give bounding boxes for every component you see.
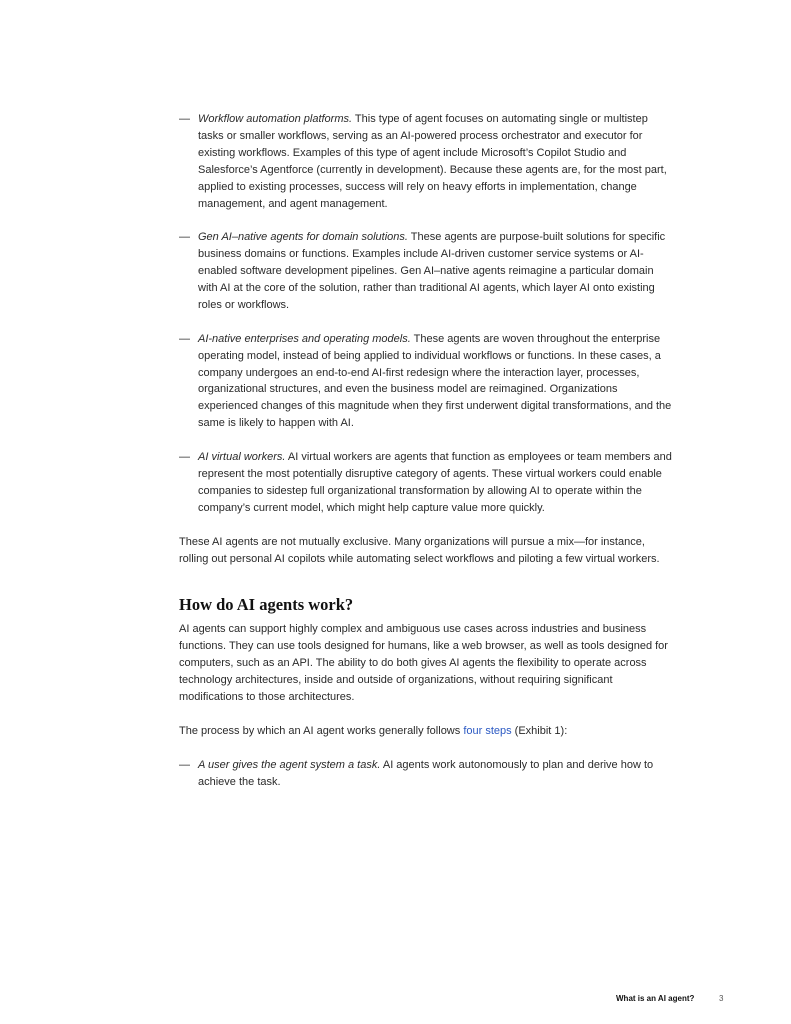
bullet-step-1 (179, 757, 674, 791)
bullet-title: Gen AI–native agents for domain solutions. (198, 231, 408, 244)
bullet-text: This type of agent focuses on automating single or multistep tasks or smaller workflows, serving as an AI-powered process orchestrator and executor for existing workflows. Examples of this type of agent include Microsoft’s Copilot Studio and Salesforce’s Agentforce (currently in development). Because these agents are, for the most part, applied to existing processes, success will rely on heavy efforts in implementation, change management, and agent management. (198, 113, 667, 210)
bullet-title: A user gives the agent system a task. (198, 758, 381, 771)
section-paragraph-1: AI agents can support highly complex and ambiguous use cases across industries and business functions. They can use tools designed for humans, like a web browser, as well as tools designed for computers, such as an API. The ability to do both gives AI agents the flexibility to operate across technology architectures, inside and outside of organizations, without requiring significant modifications to those architectures. (179, 623, 668, 704)
section-heading: How do AI agents work? (179, 595, 354, 615)
bullet-text: These agents are purpose-built solutions for specific business domains or functions. Examples include AI-driven customer service systems or AI-enabled software development pipelines. Gen AI–native agents reimagine a particular domain with AI at the core of the solution, rather than traditional AI agents, which layer AI onto existing roles or workflows. (198, 231, 666, 311)
para2-text-after: (Exhibit 1): (511, 724, 568, 737)
dash: — (179, 451, 190, 464)
footer-title: What is an AI agent? (616, 994, 695, 1003)
four-steps-link[interactable]: four steps (463, 724, 512, 737)
bullet-title: AI virtual workers. (198, 451, 286, 464)
dash: — (179, 231, 190, 244)
bullet-text: AI virtual workers are agents that function as employees or team members and represent the most potentially disruptive category of agents. These virtual workers could enable companies to sidestep full organizational transformation by allowing AI to operate within the company’s current model, which might help capture value more quickly. (198, 451, 672, 514)
bullet-title: AI-native enterprises and operating models. (198, 332, 411, 345)
summary-paragraph: These AI agents are not mutually exclusive. Many organizations will pursue a mix—for instance, rolling out personal AI copilots while automating select workflows and piloting a few virtual workers. (179, 535, 660, 565)
dash: — (179, 113, 190, 125)
bullet-title: Workflow automation platforms. (198, 113, 353, 125)
bullet-ai-virtual-workers (179, 449, 674, 517)
para2-text-before: The process by which an AI agent works generally follows (179, 724, 464, 737)
page-content (179, 111, 674, 790)
bullet-ai-native-enterprises (179, 331, 674, 432)
bullet-gen-ai-native (179, 229, 674, 314)
bullet-text: AI agents work autonomously to plan and derive how to achieve the task. (198, 758, 654, 788)
bullet-text: These agents are woven throughout the enterprise operating model, instead of being applied to individual workflows or functions. In these cases, a company undergoes an end-to-end AI-first redesign where the interaction layer, processes, organizational structures, and even the business model are reimagined. Organizations experienced changes of this magnitude when they first underwent digital transformations, and the same is likely to happen with AI. (198, 332, 672, 430)
bullet-workflow-automation (179, 111, 674, 212)
page-number: 3 (719, 994, 724, 1003)
section-paragraph-2 (179, 723, 674, 740)
dash: — (179, 332, 190, 345)
dash: — (179, 758, 190, 771)
